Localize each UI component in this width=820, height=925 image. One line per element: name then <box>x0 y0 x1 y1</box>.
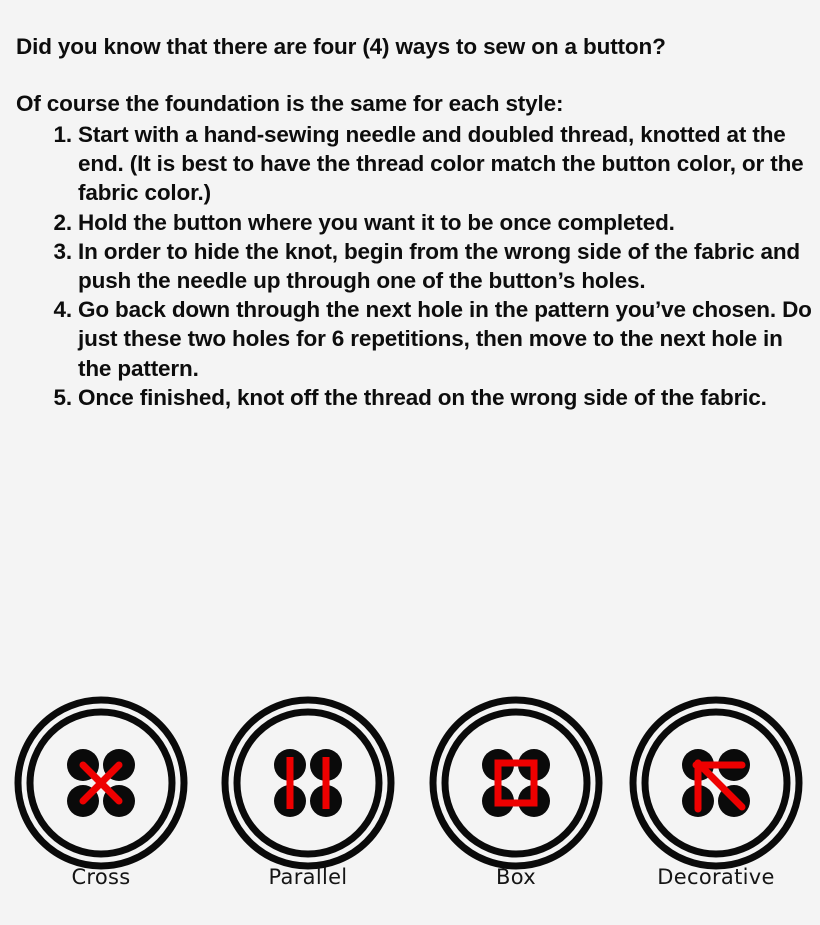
button-diagram-parallel <box>213 693 403 925</box>
list-item <box>16 383 816 412</box>
button-diagram-label: Decorative <box>657 865 775 889</box>
list-item <box>16 120 816 208</box>
button-diagram-label: Cross <box>71 865 131 889</box>
button-illustration-decorative-icon <box>626 693 806 873</box>
list-item-number: 1. <box>53 122 72 147</box>
button-illustration-box-icon <box>426 693 606 873</box>
list-item <box>16 237 816 295</box>
list-item-text: Start with a hand-sewing needle and doubled thread, knotted at the end. (It is best to have the thread color match the button color, or the fabric color.) <box>78 122 804 206</box>
button-diagram-box <box>421 693 611 925</box>
instruction-list <box>16 120 816 412</box>
list-item-text: Go back down through the next hole in the pattern you’ve chosen. Do just these two holes for 6 repetitions, then move to the next hole in the pattern. <box>78 297 812 381</box>
list-item <box>16 208 816 237</box>
button-diagram-label: Parallel <box>268 865 348 889</box>
list-item-text: In order to hide the knot, begin from the wrong side of the fabric and push the needle up through one of the button’s holes. <box>78 238 801 294</box>
button-illustration-parallel-icon <box>218 693 398 873</box>
list-item-number: 3. <box>53 238 72 264</box>
button-diagram-cross <box>6 693 196 925</box>
list-item-number: 2. <box>53 209 72 235</box>
list-item-text: Hold the button where you want it to be once completed. <box>78 209 675 235</box>
list-item-number: 4. <box>53 297 72 323</box>
list-item-text: Once finished, knot off the thread on the wrong side of the fabric. <box>78 384 767 410</box>
list-item-number: 5. <box>53 384 72 410</box>
button-diagram-label: Box <box>496 865 536 889</box>
button-diagram-decorative <box>621 693 811 925</box>
lead-in-text: Of course the foundation is the same for each style: <box>16 91 564 116</box>
list-item <box>16 295 816 383</box>
button-illustration-cross-icon <box>11 693 191 873</box>
button-diagrams-row <box>0 693 820 925</box>
page-title: Did you know that there are four (4) ways to sew on a button? <box>16 34 666 59</box>
